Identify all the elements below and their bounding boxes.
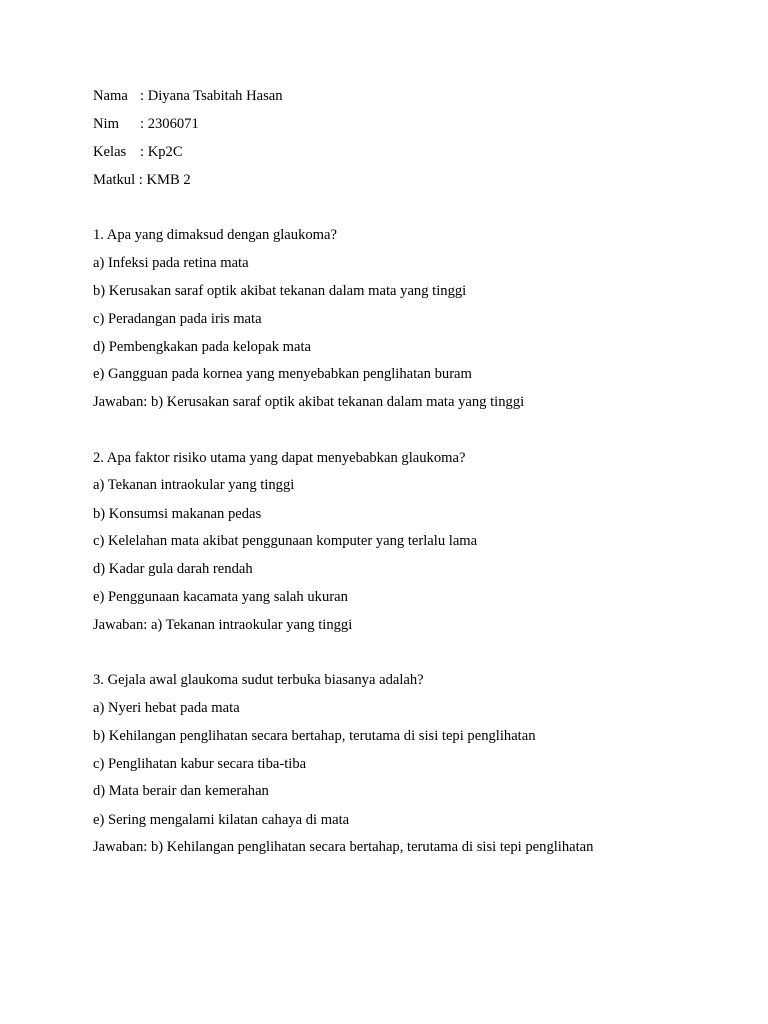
header-nim — [93, 115, 199, 133]
kelas-value: : Kp2C — [140, 144, 183, 160]
header-nama — [93, 87, 283, 105]
header-kelas — [93, 143, 183, 161]
question-2-option-e: e) Penggunaan kacamata yang salah ukuran — [93, 589, 348, 605]
question-1-option-c: c) Peradangan pada iris mata — [93, 311, 262, 327]
question-3-option-c: c) Penglihatan kabur secara tiba-tiba — [93, 756, 307, 772]
question-1-option-e: e) Gangguan pada kornea yang menyebabkan penglihatan buram — [93, 366, 472, 382]
nama-label: Nama — [93, 88, 128, 104]
nama-value: : Diyana Tsabitah Hasan — [140, 88, 283, 104]
question-1-option-d: d) Pembengkakan pada kelopak mata — [93, 339, 312, 355]
question-2-option-d: d) Kadar gula darah rendah — [93, 561, 253, 577]
question-3-option-d: d) Mata berair dan kemerahan — [93, 783, 269, 799]
question-3: 3. Gejala awal glaukoma sudut terbuka biasanya adalah? — [93, 672, 424, 688]
question-3-option-a: a) Nyeri hebat pada mata — [93, 700, 240, 716]
question-2-option-a: a) Tekanan intraokular yang tinggi — [93, 477, 295, 493]
nim-label: Nim — [93, 116, 119, 132]
question-2-answer: Jawaban: a) Tekanan intraokular yang tinggi — [93, 617, 353, 633]
question-2-option-b: b) Konsumsi makanan pedas — [93, 506, 262, 522]
question-3-answer: Jawaban: b) Kehilangan penglihatan secara bertahap, terutama di sisi tepi penglihatan — [93, 839, 594, 855]
question-1-option-b: b) Kerusakan saraf optik akibat tekanan dalam mata yang tinggi — [93, 283, 467, 299]
question-1-answer: Jawaban: b) Kerusakan saraf optik akibat tekanan dalam mata yang tinggi — [93, 394, 525, 410]
question-2-option-c: c) Kelelahan mata akibat penggunaan komputer yang terlalu lama — [93, 533, 478, 549]
question-2: 2. Apa faktor risiko utama yang dapat menyebabkan glaukoma? — [93, 450, 466, 466]
question-3-option-e: e) Sering mengalami kilatan cahaya di mata — [93, 812, 350, 828]
header-matkul: Matkul : KMB 2 — [93, 172, 191, 188]
question-1-option-a: a) Infeksi pada retina mata — [93, 255, 249, 271]
nim-value: : 2306071 — [140, 116, 199, 132]
question-3-option-b: b) Kehilangan penglihatan secara bertahap, terutama di sisi tepi penglihatan — [93, 728, 536, 744]
kelas-label: Kelas — [93, 144, 127, 160]
question-1: 1. Apa yang dimaksud dengan glaukoma? — [93, 227, 337, 243]
